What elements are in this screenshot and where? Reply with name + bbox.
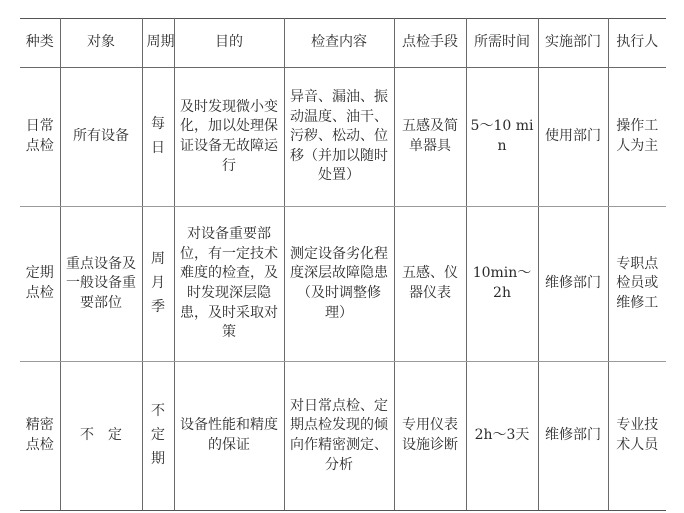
table-header-row (20, 19, 666, 68)
cell-dept: 维修部门 (538, 207, 608, 362)
cell-purpose: 及时发现微小变化，加以处理保证设备无故障运行 (174, 68, 284, 207)
header-purpose: 目的 (174, 19, 284, 68)
cell-period: 周月季 (142, 207, 174, 362)
cell-time: 5～10 min (466, 68, 538, 207)
table-row (20, 68, 666, 207)
header-type: 种类 (20, 19, 60, 68)
table-row (20, 207, 666, 362)
cell-executor: 操作工人为主 (608, 68, 666, 207)
table-row (20, 362, 666, 511)
cell-content: 测定设备劣化程度深层故障隐患（及时调整修理） (284, 207, 394, 362)
cell-type: 定期点检 (20, 207, 60, 362)
cell-means: 五感、仪器仪表 (394, 207, 466, 362)
cell-means: 五感及简单器具 (394, 68, 466, 207)
cell-object: 不 定 (60, 362, 142, 511)
cell-object: 重点设备及一般设备重要部位 (60, 207, 142, 362)
header-content: 检查内容 (284, 19, 394, 68)
cell-executor: 专职点检员或维修工 (608, 207, 666, 362)
inspection-table (20, 18, 666, 511)
cell-type: 日常点检 (20, 68, 60, 207)
header-object: 对象 (60, 19, 142, 68)
header-period: 周期 (142, 19, 174, 68)
cell-period: 每日 (142, 68, 174, 207)
cell-purpose: 对设备重要部位，有一定技术难度的检查，及时发现深层隐患，及时采取对策 (174, 207, 284, 362)
cell-content: 对日常点检、定期点检发现的倾向作精密测定、分析 (284, 362, 394, 511)
cell-means: 专用仪表设施诊断 (394, 362, 466, 511)
header-dept: 实施部门 (538, 19, 608, 68)
cell-dept: 使用部门 (538, 68, 608, 207)
cell-time: 2h～3天 (466, 362, 538, 511)
cell-object: 所有设备 (60, 68, 142, 207)
cell-content: 异音、漏油、振动温度、油干、污秽、松动、位移（并加以随时处置） (284, 68, 394, 207)
cell-time: 10min～2h (466, 207, 538, 362)
cell-type: 精密点检 (20, 362, 60, 511)
header-means: 点检手段 (394, 19, 466, 68)
cell-executor: 专业技术人员 (608, 362, 666, 511)
cell-dept: 维修部门 (538, 362, 608, 511)
header-executor: 执行人 (608, 19, 666, 68)
header-time: 所需时间 (466, 19, 538, 68)
cell-period: 不定期 (142, 362, 174, 511)
cell-purpose: 设备性能和精度的保证 (174, 362, 284, 511)
